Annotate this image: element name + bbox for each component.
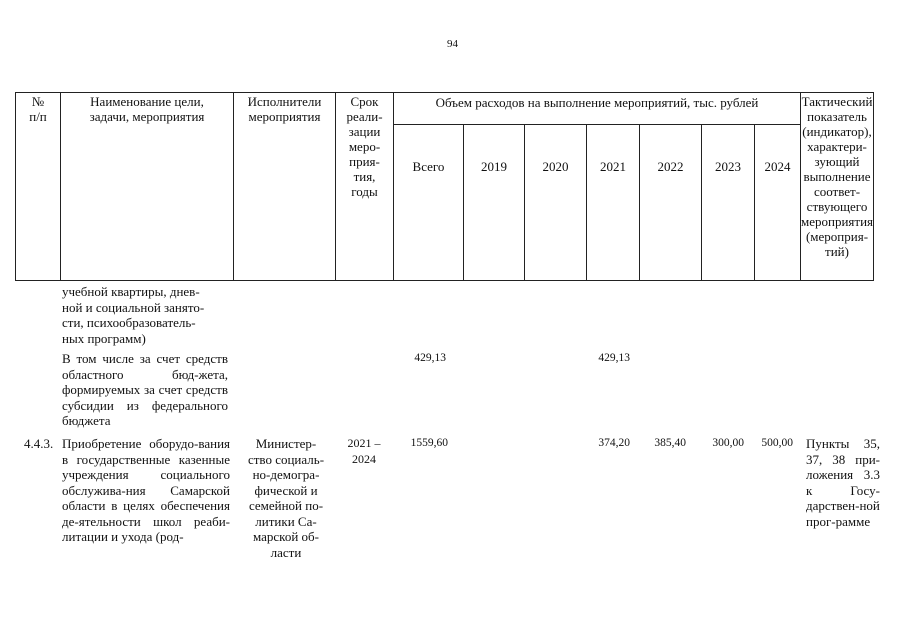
row-funding-total: 429,13 (414, 352, 446, 364)
header-number: № п/п (16, 93, 61, 281)
row-item-executors: Министер- ство социаль- но-демогра- фической и семейной по- литики Са- марской об- ласти (247, 436, 325, 560)
header-executors: Исполнители мероприятия (234, 93, 336, 281)
header-volume: Объем расходов на выполнение мероприятий, тыс. рублей (394, 93, 801, 125)
header-year-2023: 2023 (702, 125, 755, 281)
row-item-number: 4.4.3. (24, 436, 54, 451)
row-continuation-name: учебной квартиры, днев- ной и социальной занято- сти, психообразователь- ных программ) (62, 284, 205, 346)
header-year-2019: 2019 (464, 125, 525, 281)
header-name: Наименование цели, задачи, мероприятия (61, 93, 234, 281)
header-year-2022: 2022 (640, 125, 702, 281)
row-item-total: 1559,60 (410, 437, 448, 449)
row-item-name: Приобретение оборудо-вания в государственные казенные учреждения социального обслужива-ния Самарской области в целях обеспечения де-ятельности школ реаби-литации и ухода (род- (62, 436, 230, 544)
header-indicator: Тактический показатель (индикатор), характери- зующий выполнение соответ- ствующего мероприятия (мероприя- тий) (801, 93, 874, 281)
header-year-2021: 2021 (587, 125, 640, 281)
row-item-2024: 500,00 (761, 437, 793, 449)
header-year-2024: 2024 (755, 125, 801, 281)
page-number: 94 (447, 38, 458, 50)
row-item-2023: 300,00 (712, 437, 744, 449)
row-item-indicator: Пункты 35, 37, 38 при-ложения 3.3 к Госу-дарствен-ной прог-рамме (806, 436, 880, 529)
row-item-2022: 385,40 (654, 437, 686, 449)
header-year-2020: 2020 (525, 125, 587, 281)
header-total: Всего (394, 125, 464, 281)
header-term: Срок реали- зации меро- прия- тия, годы (336, 93, 394, 281)
row-item-term: 2021 – 2024 (347, 436, 381, 466)
header-table (15, 92, 874, 281)
row-funding-name: В том числе за счет средств областного бюд-жета, формируемых за счет средств субсидии из федерального бюджета (62, 351, 228, 428)
row-funding-2021: 429,13 (598, 352, 630, 364)
row-item-2021: 374,20 (598, 437, 630, 449)
